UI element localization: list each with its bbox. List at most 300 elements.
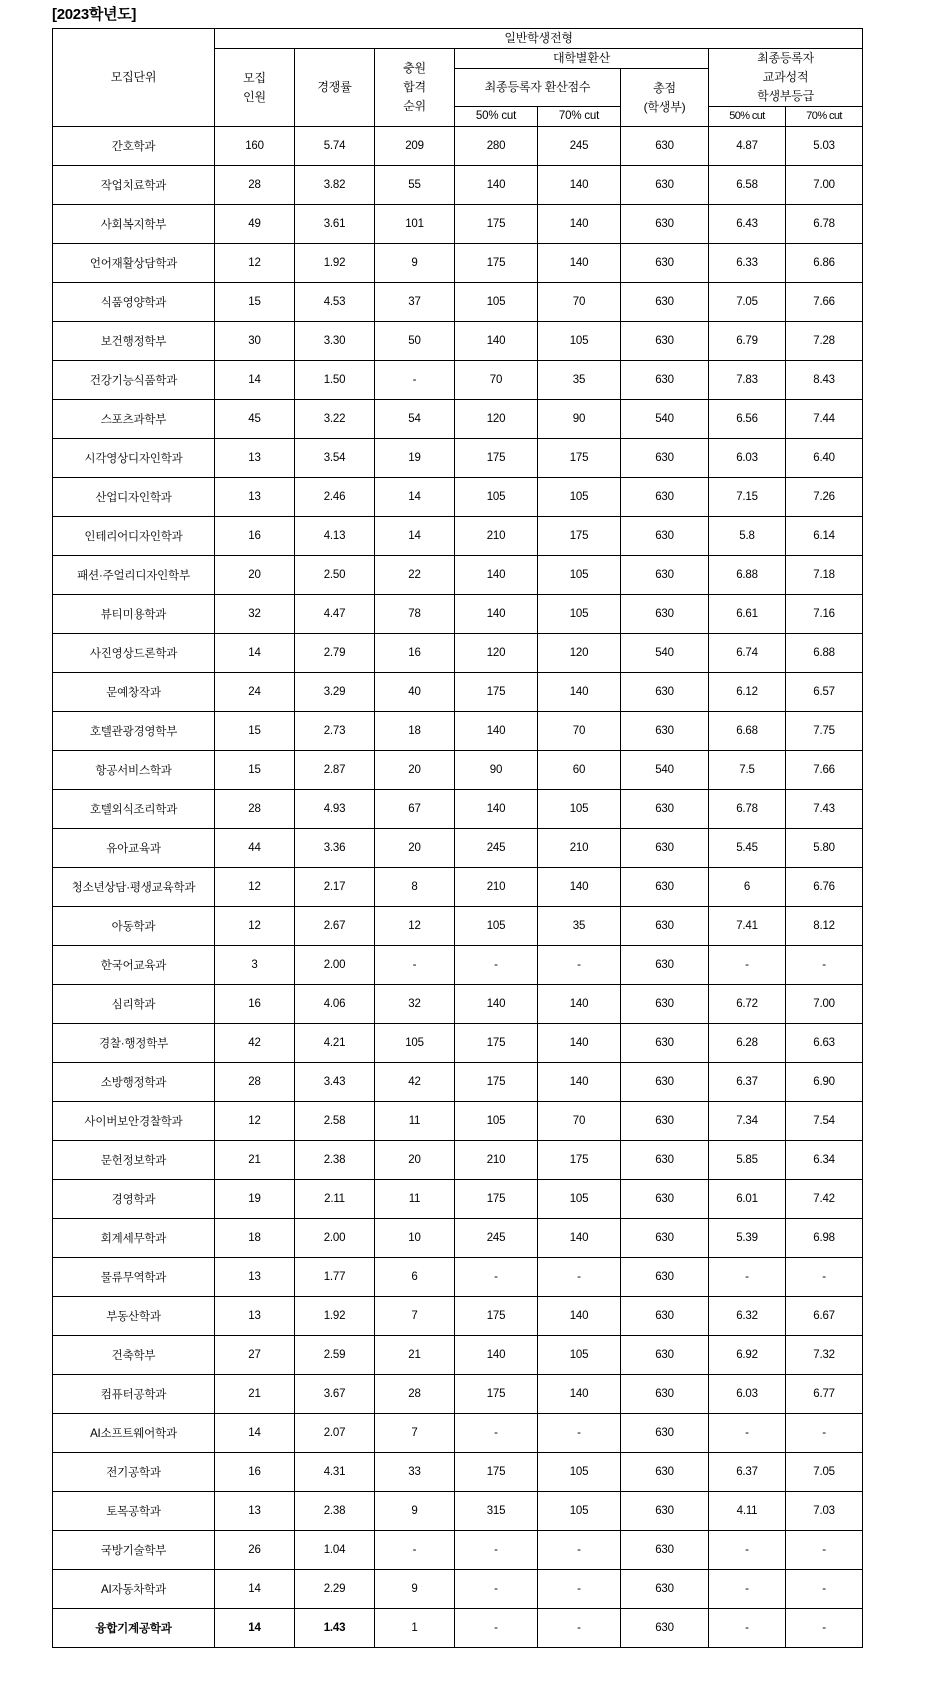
table-row: [53, 1570, 863, 1609]
cell-quota: 30: [215, 322, 295, 361]
cell-quota: 27: [215, 1336, 295, 1375]
cell-quota: 28: [215, 1063, 295, 1102]
cell-total-score: 630: [621, 712, 709, 751]
cell-competition-ratio: 2.17: [295, 868, 375, 907]
cell-grade-cut70: 6.57: [786, 673, 863, 712]
cell-total-score: 630: [621, 1336, 709, 1375]
header-total-line1: 총점: [653, 80, 676, 95]
cell-department: 산업디자인학과: [53, 478, 215, 517]
cell-score-cut70: 140: [538, 1375, 621, 1414]
cell-waitlist-rank: 40: [375, 673, 455, 712]
cell-competition-ratio: 1.04: [295, 1531, 375, 1570]
cell-waitlist-rank: 101: [375, 205, 455, 244]
cell-department: 시각영상디자인학과: [53, 439, 215, 478]
cell-waitlist-rank: -: [375, 361, 455, 400]
cell-waitlist-rank: 7: [375, 1297, 455, 1336]
cell-quota: 14: [215, 634, 295, 673]
cell-score-cut70: 140: [538, 166, 621, 205]
cell-grade-cut70: 8.12: [786, 907, 863, 946]
table-row: [53, 205, 863, 244]
cell-total-score: 630: [621, 1141, 709, 1180]
table-row: [53, 478, 863, 517]
cell-total-score: 630: [621, 1024, 709, 1063]
cell-quota: 12: [215, 1102, 295, 1141]
cell-grade-cut50: 6.78: [709, 790, 786, 829]
cell-total-score: 630: [621, 1570, 709, 1609]
cell-competition-ratio: 4.47: [295, 595, 375, 634]
cell-grade-cut50: 5.45: [709, 829, 786, 868]
cell-waitlist-rank: 9: [375, 1570, 455, 1609]
table-row: [53, 1102, 863, 1141]
cell-score-cut50: -: [455, 1570, 538, 1609]
cell-competition-ratio: 2.73: [295, 712, 375, 751]
cell-competition-ratio: 2.29: [295, 1570, 375, 1609]
cell-competition-ratio: 1.77: [295, 1258, 375, 1297]
header-competition-ratio: 경쟁률: [295, 49, 375, 127]
cell-grade-cut70: -: [786, 1570, 863, 1609]
cell-grade-cut70: 6.78: [786, 205, 863, 244]
cell-waitlist-rank: 78: [375, 595, 455, 634]
table-row: [53, 1531, 863, 1570]
cell-score-cut50: 175: [455, 1180, 538, 1219]
cell-total-score: 630: [621, 946, 709, 985]
cell-grade-cut50: -: [709, 1414, 786, 1453]
cell-total-score: 630: [621, 985, 709, 1024]
cell-department: 컴퓨터공학과: [53, 1375, 215, 1414]
cell-score-cut70: 140: [538, 244, 621, 283]
header-final-grade-group: [709, 49, 863, 107]
cell-competition-ratio: 4.06: [295, 985, 375, 1024]
cell-quota: 12: [215, 868, 295, 907]
cell-competition-ratio: 3.43: [295, 1063, 375, 1102]
cell-department: 언어재활상담학과: [53, 244, 215, 283]
cell-waitlist-rank: 8: [375, 868, 455, 907]
cell-waitlist-rank: 16: [375, 634, 455, 673]
cell-grade-cut50: -: [709, 1531, 786, 1570]
cell-score-cut50: 140: [455, 790, 538, 829]
cell-grade-cut70: 6.14: [786, 517, 863, 556]
table-row: [53, 322, 863, 361]
cell-grade-cut70: 6.90: [786, 1063, 863, 1102]
table-row: [53, 400, 863, 439]
table-row: [53, 712, 863, 751]
cell-department: 건축학부: [53, 1336, 215, 1375]
cell-quota: 14: [215, 1570, 295, 1609]
cell-grade-cut50: 6.33: [709, 244, 786, 283]
cell-department: 유아교육과: [53, 829, 215, 868]
header-final-grade-line1: 최종등록자: [757, 51, 815, 65]
cell-grade-cut50: 4.87: [709, 127, 786, 166]
cell-waitlist-rank: 42: [375, 1063, 455, 1102]
table-row: [53, 439, 863, 478]
cell-grade-cut50: 6.37: [709, 1453, 786, 1492]
cell-quota: 12: [215, 907, 295, 946]
cell-quota: 12: [215, 244, 295, 283]
cell-grade-cut70: 6.76: [786, 868, 863, 907]
cell-competition-ratio: 4.13: [295, 517, 375, 556]
cell-score-cut70: -: [538, 1570, 621, 1609]
cell-score-cut50: 315: [455, 1492, 538, 1531]
cell-quota: 44: [215, 829, 295, 868]
cell-competition-ratio: 3.82: [295, 166, 375, 205]
cell-competition-ratio: 4.31: [295, 1453, 375, 1492]
cell-waitlist-rank: -: [375, 946, 455, 985]
header-score-cut70: 70% cut: [538, 107, 621, 127]
cell-waitlist-rank: 18: [375, 712, 455, 751]
table-row: [53, 1063, 863, 1102]
cell-total-score: 630: [621, 1297, 709, 1336]
cell-score-cut50: 105: [455, 283, 538, 322]
cell-grade-cut50: 5.85: [709, 1141, 786, 1180]
cell-grade-cut50: -: [709, 1258, 786, 1297]
cell-waitlist-rank: 6: [375, 1258, 455, 1297]
cell-competition-ratio: 2.79: [295, 634, 375, 673]
cell-department: 토목공학과: [53, 1492, 215, 1531]
cell-score-cut50: 210: [455, 868, 538, 907]
cell-total-score: 630: [621, 1375, 709, 1414]
cell-grade-cut70: 7.28: [786, 322, 863, 361]
cell-grade-cut70: 6.34: [786, 1141, 863, 1180]
cell-grade-cut70: 7.75: [786, 712, 863, 751]
cell-waitlist-rank: 28: [375, 1375, 455, 1414]
cell-competition-ratio: 3.67: [295, 1375, 375, 1414]
cell-waitlist-rank: 50: [375, 322, 455, 361]
cell-quota: 160: [215, 127, 295, 166]
cell-total-score: 630: [621, 1492, 709, 1531]
cell-score-cut70: 105: [538, 595, 621, 634]
cell-grade-cut70: -: [786, 1258, 863, 1297]
cell-score-cut50: 70: [455, 361, 538, 400]
cell-department: 한국어교육과: [53, 946, 215, 985]
cell-quota: 28: [215, 166, 295, 205]
cell-score-cut70: 175: [538, 439, 621, 478]
cell-total-score: 630: [621, 322, 709, 361]
cell-grade-cut70: 7.26: [786, 478, 863, 517]
cell-score-cut70: 120: [538, 634, 621, 673]
table-row: [53, 1024, 863, 1063]
cell-grade-cut50: 6.79: [709, 322, 786, 361]
header-recruitment-unit: [53, 29, 215, 127]
cell-quota: 20: [215, 556, 295, 595]
cell-quota: 42: [215, 1024, 295, 1063]
cell-score-cut70: 105: [538, 1492, 621, 1531]
cell-quota: 14: [215, 361, 295, 400]
cell-grade-cut50: 6.03: [709, 1375, 786, 1414]
cell-competition-ratio: 4.53: [295, 283, 375, 322]
cell-department: 융합기계공학과: [53, 1609, 215, 1648]
header-final-enrolled-score: 최종등록자 환산점수: [455, 69, 621, 107]
cell-score-cut50: 175: [455, 1375, 538, 1414]
table-row: [53, 283, 863, 322]
cell-department: 물류무역학과: [53, 1258, 215, 1297]
cell-score-cut70: 105: [538, 790, 621, 829]
cell-competition-ratio: 2.58: [295, 1102, 375, 1141]
cell-score-cut70: 140: [538, 1297, 621, 1336]
cell-department: 심리학과: [53, 985, 215, 1024]
table-row: [53, 517, 863, 556]
cell-competition-ratio: 2.59: [295, 1336, 375, 1375]
cell-grade-cut70: -: [786, 946, 863, 985]
cell-total-score: 630: [621, 1609, 709, 1648]
cell-department: 사회복지학부: [53, 205, 215, 244]
cell-grade-cut50: 6.58: [709, 166, 786, 205]
table-row: [53, 244, 863, 283]
cell-score-cut70: -: [538, 946, 621, 985]
cell-grade-cut70: 7.32: [786, 1336, 863, 1375]
table-row: [53, 985, 863, 1024]
header-waitlist-line1: 충원: [403, 61, 426, 75]
cell-grade-cut50: -: [709, 1570, 786, 1609]
cell-competition-ratio: 1.92: [295, 1297, 375, 1336]
table-row: [53, 907, 863, 946]
cell-score-cut70: 70: [538, 712, 621, 751]
cell-competition-ratio: 3.22: [295, 400, 375, 439]
cell-waitlist-rank: 14: [375, 478, 455, 517]
cell-score-cut70: 105: [538, 556, 621, 595]
cell-grade-cut50: -: [709, 1609, 786, 1648]
cell-score-cut70: 210: [538, 829, 621, 868]
cell-quota: 21: [215, 1375, 295, 1414]
cell-grade-cut70: 7.00: [786, 985, 863, 1024]
table-body: [53, 127, 863, 1648]
table-row: [53, 1492, 863, 1531]
cell-grade-cut50: 6.03: [709, 439, 786, 478]
cell-score-cut50: 245: [455, 1219, 538, 1258]
cell-score-cut50: 105: [455, 1102, 538, 1141]
cell-total-score: 630: [621, 205, 709, 244]
cell-score-cut50: 175: [455, 1297, 538, 1336]
cell-department: 패션·주얼리디자인학부: [53, 556, 215, 595]
header-final-grade-line2: 교과성적: [762, 70, 809, 84]
cell-grade-cut70: 6.63: [786, 1024, 863, 1063]
header-score-cut50: 50% cut: [455, 107, 538, 127]
table-row: [53, 790, 863, 829]
cell-grade-cut50: 6.68: [709, 712, 786, 751]
table-header: [53, 29, 863, 127]
cell-waitlist-rank: 33: [375, 1453, 455, 1492]
cell-quota: 13: [215, 1492, 295, 1531]
table-row: [53, 1258, 863, 1297]
cell-score-cut70: 35: [538, 907, 621, 946]
cell-score-cut50: 210: [455, 517, 538, 556]
cell-grade-cut70: 6.77: [786, 1375, 863, 1414]
cell-score-cut70: 105: [538, 1336, 621, 1375]
cell-waitlist-rank: 67: [375, 790, 455, 829]
cell-grade-cut50: 7.15: [709, 478, 786, 517]
table-row: [53, 829, 863, 868]
cell-department: 식품영양학과: [53, 283, 215, 322]
cell-total-score: 630: [621, 1180, 709, 1219]
header-waitlist-rank: [375, 49, 455, 127]
cell-quota: 16: [215, 985, 295, 1024]
cell-quota: 16: [215, 1453, 295, 1492]
cell-quota: 15: [215, 751, 295, 790]
cell-total-score: 630: [621, 166, 709, 205]
cell-grade-cut70: 5.80: [786, 829, 863, 868]
cell-grade-cut50: 6.01: [709, 1180, 786, 1219]
cell-total-score: 630: [621, 1531, 709, 1570]
cell-score-cut70: -: [538, 1258, 621, 1297]
table-row: [53, 1336, 863, 1375]
cell-total-score: 630: [621, 244, 709, 283]
cell-department: 건강기능식품학과: [53, 361, 215, 400]
cell-score-cut70: 105: [538, 1453, 621, 1492]
cell-quota: 28: [215, 790, 295, 829]
cell-grade-cut50: 6.61: [709, 595, 786, 634]
cell-competition-ratio: 3.30: [295, 322, 375, 361]
cell-department: 회계세무학과: [53, 1219, 215, 1258]
cell-waitlist-rank: 14: [375, 517, 455, 556]
cell-score-cut50: -: [455, 1258, 538, 1297]
cell-score-cut50: -: [455, 946, 538, 985]
cell-total-score: 630: [621, 1063, 709, 1102]
cell-score-cut50: 245: [455, 829, 538, 868]
cell-total-score: 630: [621, 361, 709, 400]
cell-score-cut50: 175: [455, 1063, 538, 1102]
cell-grade-cut70: -: [786, 1609, 863, 1648]
cell-grade-cut70: 7.00: [786, 166, 863, 205]
cell-waitlist-rank: 11: [375, 1102, 455, 1141]
cell-grade-cut70: 8.43: [786, 361, 863, 400]
cell-quota: 24: [215, 673, 295, 712]
cell-score-cut50: 105: [455, 478, 538, 517]
cell-waitlist-rank: 20: [375, 1141, 455, 1180]
cell-total-score: 540: [621, 634, 709, 673]
cell-total-score: 630: [621, 868, 709, 907]
cell-total-score: 630: [621, 1219, 709, 1258]
cell-score-cut70: 140: [538, 1219, 621, 1258]
cell-department: 국방기술학부: [53, 1531, 215, 1570]
cell-department: 아동학과: [53, 907, 215, 946]
table-row: [53, 1609, 863, 1648]
table-row: [53, 556, 863, 595]
cell-total-score: 630: [621, 439, 709, 478]
cell-score-cut50: 120: [455, 400, 538, 439]
cell-total-score: 630: [621, 673, 709, 712]
table-row: [53, 595, 863, 634]
cell-waitlist-rank: 7: [375, 1414, 455, 1453]
cell-grade-cut50: 7.05: [709, 283, 786, 322]
cell-competition-ratio: 4.21: [295, 1024, 375, 1063]
cell-grade-cut50: 6.37: [709, 1063, 786, 1102]
cell-score-cut70: 175: [538, 517, 621, 556]
cell-grade-cut50: 6.43: [709, 205, 786, 244]
cell-score-cut70: 140: [538, 673, 621, 712]
cell-department: 부동산학과: [53, 1297, 215, 1336]
cell-grade-cut50: 6: [709, 868, 786, 907]
cell-total-score: 630: [621, 127, 709, 166]
table-row: [53, 868, 863, 907]
header-row-1: [53, 29, 863, 49]
cell-score-cut50: 140: [455, 1336, 538, 1375]
cell-grade-cut50: 6.72: [709, 985, 786, 1024]
cell-waitlist-rank: 20: [375, 751, 455, 790]
header-admission-type: 일반학생전형: [215, 29, 863, 49]
cell-competition-ratio: 5.74: [295, 127, 375, 166]
cell-competition-ratio: 3.54: [295, 439, 375, 478]
cell-waitlist-rank: 19: [375, 439, 455, 478]
cell-competition-ratio: 2.11: [295, 1180, 375, 1219]
cell-score-cut50: 175: [455, 205, 538, 244]
cell-score-cut50: 140: [455, 556, 538, 595]
cell-quota: 14: [215, 1414, 295, 1453]
cell-grade-cut50: 6.92: [709, 1336, 786, 1375]
cell-score-cut50: 90: [455, 751, 538, 790]
cell-quota: 45: [215, 400, 295, 439]
cell-quota: 32: [215, 595, 295, 634]
cell-grade-cut50: 6.56: [709, 400, 786, 439]
cell-grade-cut70: 7.42: [786, 1180, 863, 1219]
cell-grade-cut70: 6.40: [786, 439, 863, 478]
cell-total-score: 630: [621, 1453, 709, 1492]
cell-competition-ratio: 2.07: [295, 1414, 375, 1453]
cell-score-cut70: 70: [538, 1102, 621, 1141]
cell-department: 사진영상드론학과: [53, 634, 215, 673]
cell-total-score: 630: [621, 1258, 709, 1297]
table-row: [53, 751, 863, 790]
cell-department: AI소프트웨어학과: [53, 1414, 215, 1453]
cell-waitlist-rank: 1: [375, 1609, 455, 1648]
cell-score-cut70: -: [538, 1414, 621, 1453]
cell-score-cut70: 140: [538, 205, 621, 244]
cell-waitlist-rank: 105: [375, 1024, 455, 1063]
cell-competition-ratio: 4.93: [295, 790, 375, 829]
cell-score-cut50: 140: [455, 595, 538, 634]
cell-grade-cut70: 7.66: [786, 751, 863, 790]
cell-quota: 26: [215, 1531, 295, 1570]
cell-score-cut50: -: [455, 1414, 538, 1453]
cell-department: 항공서비스학과: [53, 751, 215, 790]
cell-department: 호텔관광경영학부: [53, 712, 215, 751]
cell-grade-cut50: 7.83: [709, 361, 786, 400]
cell-quota: 13: [215, 1258, 295, 1297]
cell-total-score: 540: [621, 400, 709, 439]
cell-department: AI자동차학과: [53, 1570, 215, 1609]
cell-score-cut50: 120: [455, 634, 538, 673]
cell-score-cut50: 105: [455, 907, 538, 946]
cell-score-cut50: 140: [455, 712, 538, 751]
cell-total-score: 540: [621, 751, 709, 790]
cell-competition-ratio: 2.38: [295, 1492, 375, 1531]
cell-score-cut50: 140: [455, 166, 538, 205]
header-university-conversion: 대학별환산: [455, 49, 709, 69]
cell-total-score: 630: [621, 907, 709, 946]
cell-score-cut70: 140: [538, 985, 621, 1024]
cell-grade-cut70: -: [786, 1531, 863, 1570]
table-row: [53, 1141, 863, 1180]
cell-competition-ratio: 1.43: [295, 1609, 375, 1648]
cell-department: 작업치료학과: [53, 166, 215, 205]
table-row: [53, 1375, 863, 1414]
cell-score-cut70: 70: [538, 283, 621, 322]
cell-quota: 13: [215, 478, 295, 517]
cell-waitlist-rank: 9: [375, 1492, 455, 1531]
header-quota-line1: 모집: [243, 70, 266, 85]
cell-waitlist-rank: 32: [375, 985, 455, 1024]
cell-waitlist-rank: 9: [375, 244, 455, 283]
cell-department: 간호학과: [53, 127, 215, 166]
cell-score-cut50: 175: [455, 673, 538, 712]
cell-score-cut70: -: [538, 1531, 621, 1570]
page-title: [2023학년도]: [52, 6, 137, 23]
cell-total-score: 630: [621, 283, 709, 322]
cell-grade-cut70: 7.66: [786, 283, 863, 322]
cell-waitlist-rank: 55: [375, 166, 455, 205]
cell-score-cut70: 245: [538, 127, 621, 166]
cell-competition-ratio: 2.87: [295, 751, 375, 790]
cell-grade-cut50: 6.12: [709, 673, 786, 712]
cell-waitlist-rank: 54: [375, 400, 455, 439]
